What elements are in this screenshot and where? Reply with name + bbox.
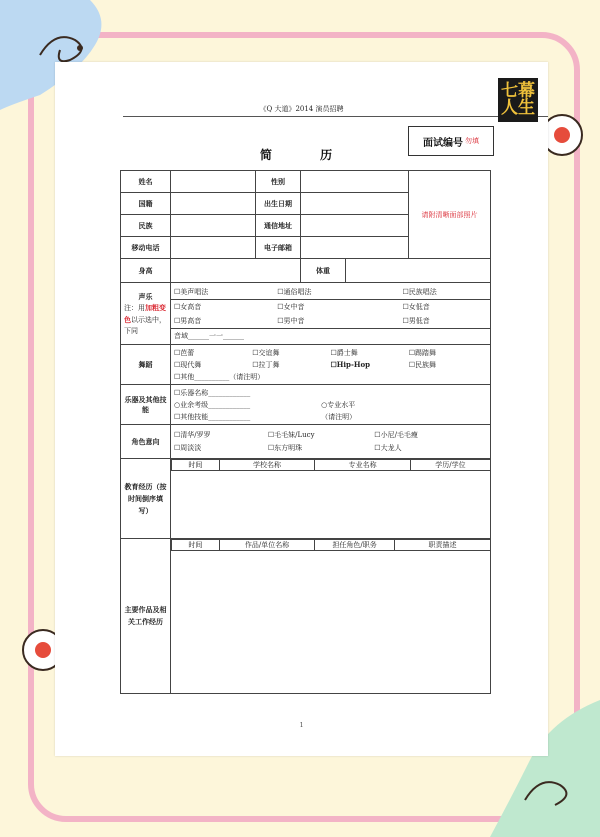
native-label: 国籍 (121, 193, 171, 215)
vocal-note-a: 注：用 (124, 303, 145, 312)
dance-label: 舞蹈 (121, 345, 171, 385)
birth-field[interactable] (301, 193, 409, 215)
dance-option[interactable]: ☐爵士舞 (330, 348, 358, 357)
works-col-header: 时间 (172, 540, 220, 551)
address-field[interactable] (301, 215, 409, 237)
native-field[interactable] (171, 193, 256, 215)
instrument-other-note: （请注明） (321, 412, 357, 421)
vocal-note-red: 加粗变色 (124, 302, 166, 324)
name-field[interactable] (171, 171, 256, 193)
interview-number-box (408, 126, 494, 156)
interview-note: 勿填 (465, 137, 479, 145)
instrument-other[interactable]: ☐其他技能____________ (174, 412, 251, 421)
ethnic-field[interactable] (171, 215, 256, 237)
works-col-header: 担任角色/职务 (315, 540, 395, 551)
vocal-range[interactable]: 音域______一一______ (174, 331, 244, 340)
dance-option[interactable]: ☐交谊舞 (252, 348, 280, 357)
dance-option[interactable]: ☐民族舞 (408, 360, 437, 369)
vocal-label: 声乐 (138, 291, 153, 301)
vocal-note-b: 以示选中，下同 (124, 315, 166, 335)
vocal-options (171, 283, 491, 345)
works-col-header: 职责描述 (394, 540, 490, 551)
vocal-option[interactable]: ☐民族唱法 (402, 287, 437, 296)
resume-form (120, 170, 491, 694)
education-col-header: 学校名称 (219, 460, 315, 471)
vocal-option[interactable]: ☐男高音 (174, 316, 202, 325)
photo-placeholder[interactable]: 请附清晰面部照片 (409, 171, 491, 259)
education-col-header: 时间 (172, 460, 220, 471)
phone-label: 移动电话 (121, 237, 171, 259)
logo: 七幕 人生 (498, 78, 538, 122)
interview-label: 面试编号 (423, 137, 463, 149)
role-option[interactable]: ☐毛毛妹/Lucy (267, 430, 315, 439)
resume-title: 简 历 (260, 148, 355, 162)
works-label: 主要作品及相关工作经历 (121, 539, 171, 694)
dance-options (171, 345, 491, 385)
role-option[interactable]: ☐周淡淡 (174, 443, 202, 452)
instrument-name[interactable]: ☐乐器名称____________ (174, 388, 251, 397)
vocal-option[interactable]: ☐通俗唱法 (277, 287, 312, 296)
email-field[interactable] (301, 237, 409, 259)
vocal-option[interactable]: ☐美声唱法 (174, 287, 209, 296)
works-col-header: 作品/单位名称 (219, 540, 315, 551)
instrument-options (171, 385, 491, 425)
birth-label: 出生日期 (256, 193, 301, 215)
vocal-label-cell (121, 283, 171, 345)
education-table (171, 459, 491, 539)
dance-option[interactable]: ☐Hip-Hop (330, 359, 371, 369)
page-number: 1 (299, 722, 304, 729)
weight-field[interactable] (346, 259, 491, 283)
address-label: 通信地址 (256, 215, 301, 237)
education-label: 教育经历（按时间倒序填写） (121, 459, 171, 539)
role-option[interactable]: ☐小尼/毛毛瘦 (374, 430, 418, 439)
email-label: 电子邮箱 (256, 237, 301, 259)
phone-field[interactable] (171, 237, 256, 259)
ethnic-label: 民族 (121, 215, 171, 237)
resume-page (55, 62, 548, 756)
instrument-amateur[interactable]: ○业余考级____________ (174, 400, 251, 409)
education-col-header: 专业名称 (315, 460, 411, 471)
works-table (171, 539, 491, 694)
role-option[interactable]: ☐大龙人 (374, 443, 402, 452)
role-option[interactable]: ☐东方明珠 (267, 443, 303, 452)
weight-label: 体重 (301, 259, 346, 283)
header-divider (123, 116, 548, 117)
dance-option[interactable]: ☐芭蕾 (174, 348, 195, 357)
header-title: 《Q 大道》2014 演员招聘 (259, 105, 344, 113)
instrument-professional[interactable]: ○专业水平 (321, 400, 356, 409)
vocal-option[interactable]: ☐男中音 (277, 316, 305, 325)
education-col-header: 学历/学位 (410, 460, 490, 471)
name-label: 姓名 (121, 171, 171, 193)
vocal-option[interactable]: ☐女高音 (174, 302, 202, 311)
instrument-label: 乐器及其他技能 (121, 385, 171, 425)
height-label: 身高 (121, 259, 171, 283)
vocal-option[interactable]: ☐女低音 (402, 302, 430, 311)
role-option[interactable]: ☐清华/罗罗 (174, 430, 211, 439)
gender-label: 性别 (256, 171, 301, 193)
dance-option[interactable]: ☐现代舞 (174, 360, 202, 369)
dance-option[interactable]: ☐踢踏舞 (408, 348, 437, 357)
vocal-option[interactable]: ☐男低音 (402, 316, 430, 325)
dance-option-other[interactable]: ☐其他__________（请注明） (174, 372, 265, 381)
gender-field[interactable] (301, 171, 409, 193)
height-field[interactable] (171, 259, 301, 283)
vocal-option[interactable]: ☐女中音 (277, 302, 305, 311)
role-label: 角色意向 (121, 425, 171, 459)
dance-option[interactable]: ☐拉丁舞 (252, 360, 280, 369)
role-options (171, 425, 491, 459)
